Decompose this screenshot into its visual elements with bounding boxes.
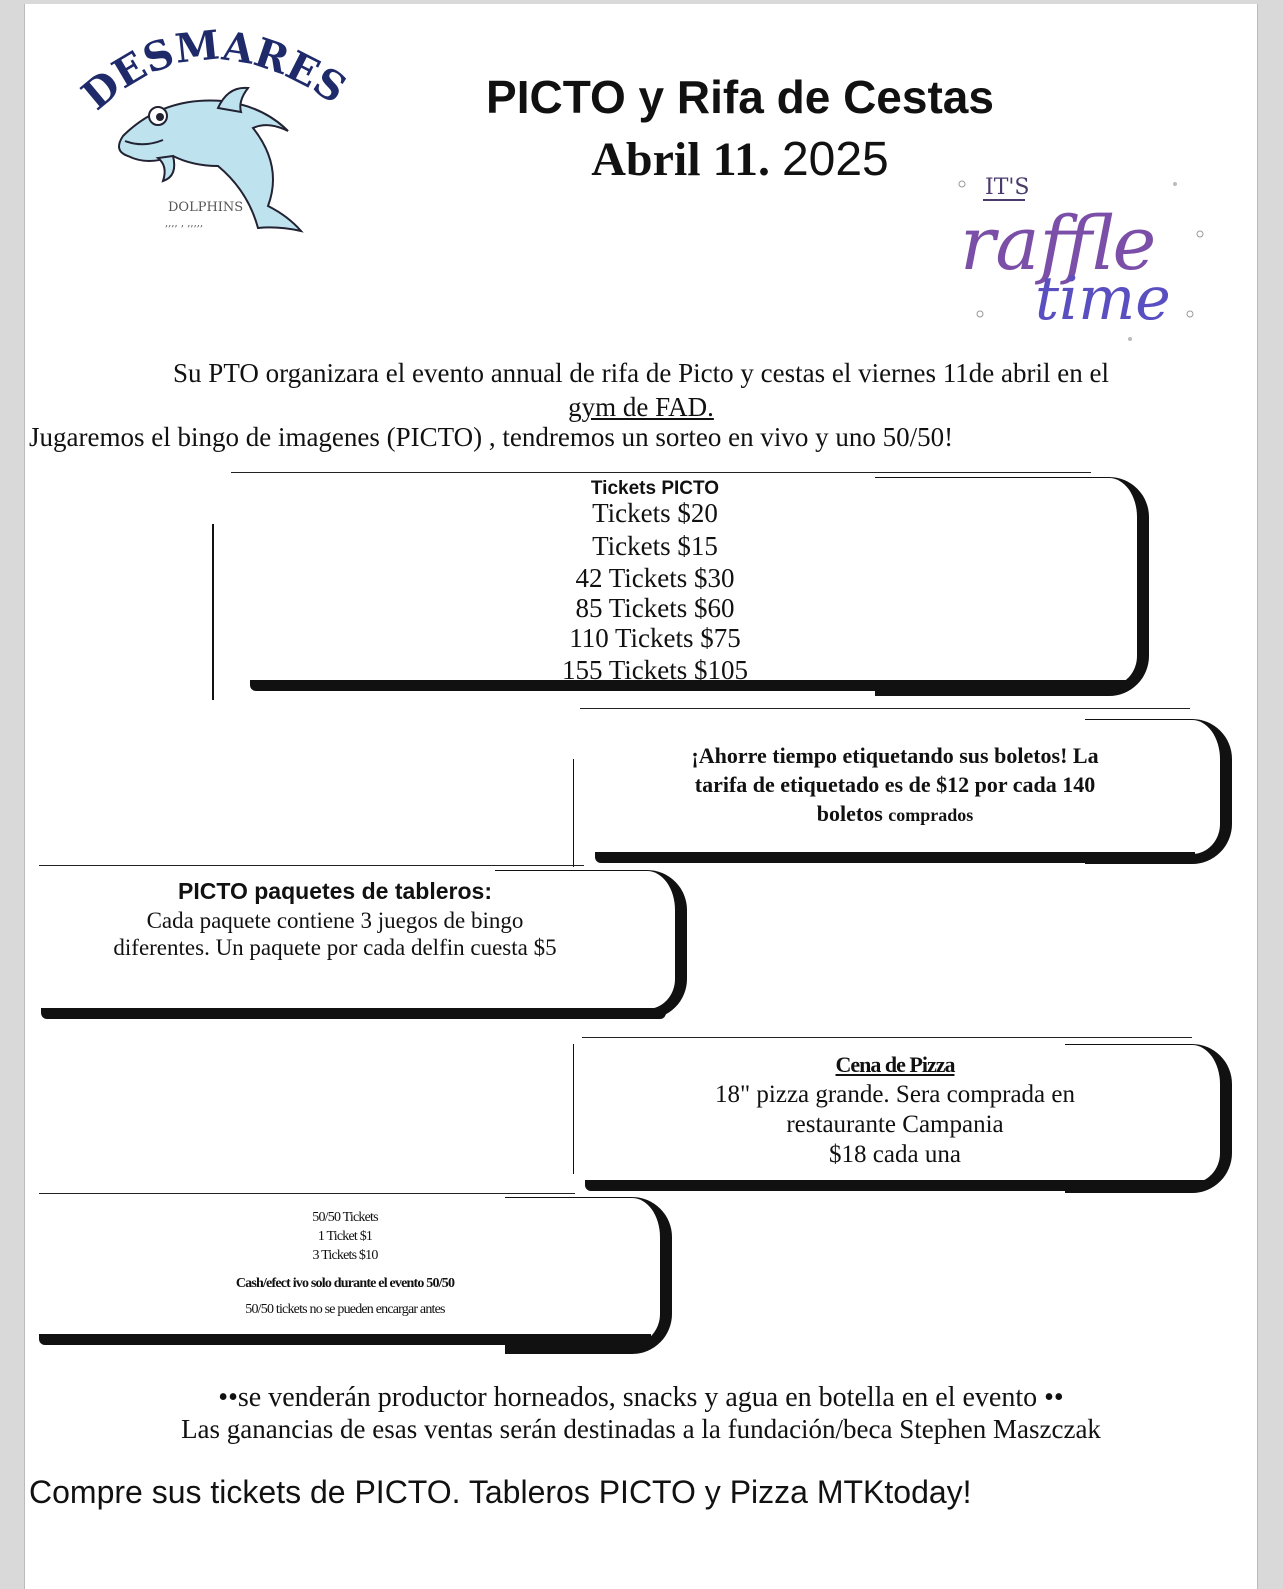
tickets-heading: Tickets PICTO: [590, 478, 720, 499]
intro-line-1: Su PTO organizara el evento annual de rifa de Picto y cestas el viernes 11de abril en el: [173, 358, 1109, 388]
event-title: PICTO y Rifa de Cestas: [486, 71, 994, 123]
tagging-line-1: ¡Ahorre tiempo etiquetando sus boletos! La: [691, 743, 1099, 768]
boards-line-2: diferentes. Un paquete por cada delfin cuesta $5: [113, 935, 557, 960]
ticket-price-4: 85 Tickets $60: [575, 593, 735, 623]
badge-time-text: time: [1035, 264, 1171, 334]
fifty-line-2: 1 Ticket $1: [317, 1229, 373, 1244]
raffle-time-badge: [950, 154, 1215, 344]
pizza-line-3: $18 cada una: [829, 1141, 961, 1168]
tagging-boletos: boletos: [816, 801, 883, 826]
logo-arc-text: DESMARES: [72, 21, 353, 120]
ticket-price-3: 42 Tickets $30: [575, 563, 735, 593]
fifty-line-3: 3 Tickets $10: [312, 1248, 378, 1263]
ticket-price-2: Tickets $15: [592, 531, 718, 561]
tagging-line-2: tarifa de etiquetado es de $12 por cada 140: [694, 772, 1096, 797]
boards-title: PICTO paquetes de tableros:: [178, 878, 492, 904]
pizza-line-2: restaurante Campania: [786, 1111, 1004, 1138]
scholarship-note: Las ganancias de esas ventas serán destinadas a la fundación/beca Stephen Maszczak: [181, 1414, 1101, 1444]
desmares-dolphins-logo: [53, 16, 353, 241]
bake-sale-note: ••se venderán productor horneados, snacks y agua en botella en el evento ••: [218, 1382, 1064, 1413]
svg-text:,,,, , ,,,,,: ,,,, , ,,,,,: [165, 218, 204, 229]
ticket-price-1: Tickets $20: [592, 498, 718, 528]
call-to-action: Compre sus tickets de PICTO. Tableros PICTO y Pizza MTKtoday!: [29, 1474, 972, 1510]
pizza-line-1: 18" pizza grande. Sera comprada en: [714, 1081, 1076, 1108]
badge-its-text: IT'S: [985, 175, 1030, 200]
intro-line-3: Jugaremos el bingo de imagenes (PICTO) , tendremos un sorteo en vivo y uno 50/50!: [29, 422, 954, 452]
logo-sub-text: DOLPHINS: [168, 200, 244, 215]
fifty-line-1: 50/50 Tickets: [312, 1210, 378, 1225]
flyer-page: [24, 4, 1258, 1589]
tagging-line-3: [585, 799, 1205, 830]
fifty-cash-only: Cash/efect ivo solo durante el evento 50/50: [235, 1276, 455, 1291]
fifty-no-preorder: 50/50 tickets no se pueden encargar antes: [245, 1302, 445, 1317]
badge-raffle-text: raffle: [960, 201, 1157, 287]
event-date-label: Abril 11.: [591, 133, 770, 186]
tagging-comprados: comprados: [888, 805, 974, 825]
ticket-price-6: 155 Tickets $105: [561, 655, 749, 685]
intro-location: gym de FAD.: [568, 392, 714, 422]
ticket-price-5: 110 Tickets $75: [569, 623, 741, 653]
boards-line-1: Cada paquete contiene 3 juegos de bingo: [146, 908, 524, 933]
pizza-title: Cena de Pizza: [835, 1052, 955, 1077]
event-date-year: 2025: [781, 133, 889, 186]
